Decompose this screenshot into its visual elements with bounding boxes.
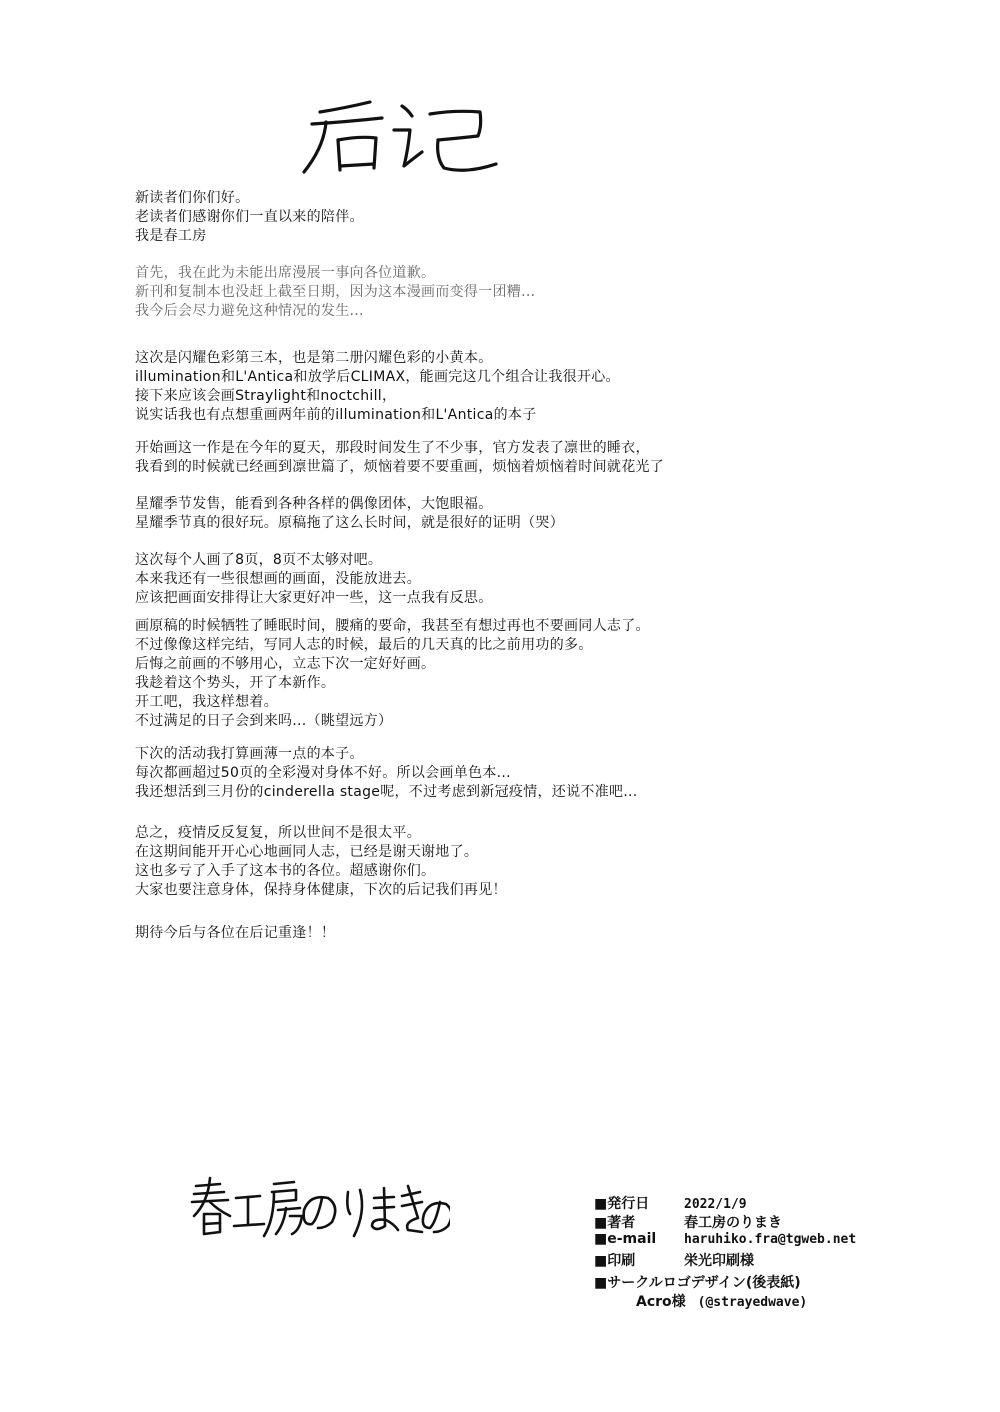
text-line: 在这期间能开开心心地画同人志，已经是谢天谢地了。 <box>135 844 479 860</box>
text-line: 画原稿的时候牺牲了睡眠时间，腰痛的要命，我甚至有想过再也不要画同人志了。 <box>135 618 650 634</box>
text-line: illumination和L'Antica和放学后CLIMAX，能画完这几个组合让我很开心。 <box>135 369 620 385</box>
text-line: 每次都画超过50页的全彩漫对身体不好。所以会画单色本... <box>135 765 511 781</box>
paragraph-drawing <box>135 617 895 731</box>
colophon-date-row <box>594 1193 894 1212</box>
handwritten-signature <box>190 1172 450 1252</box>
handwritten-title <box>290 92 510 182</box>
paragraph-closing <box>135 824 895 900</box>
signature-drawing <box>190 1172 450 1252</box>
date-label: ■発行日 <box>594 1196 650 1212</box>
colophon-email-row <box>594 1231 894 1250</box>
text-line: 新读者们你们好。 <box>135 190 250 206</box>
page-title <box>290 92 510 182</box>
text-line: 老读者们感谢你们一直以来的陪伴。 <box>135 209 364 225</box>
text-line: 说实话我也有点想重画两年前的illumination和L'Antica的本子 <box>135 407 537 423</box>
colophon-credit-row <box>594 1291 894 1310</box>
text-line: 星耀季节真的很好玩。原稿拖了这么长时间，就是很好的证明（哭） <box>135 515 564 531</box>
text-line: 大家也要注意身体，保持身体健康，下次的后记我们再见！ <box>135 882 507 898</box>
afterword-body <box>135 189 895 957</box>
text-line: 本来我还有一些很想画的画面，没能放进去。 <box>135 571 421 587</box>
email-label: ■e-mail <box>594 1231 657 1247</box>
text-line: 我是春工房 <box>135 228 207 244</box>
colophon <box>594 1193 894 1310</box>
paragraph-pages <box>135 551 895 608</box>
paragraph-farewell <box>135 924 895 943</box>
text-line: 这次是闪耀色彩第三本，也是第二册闪耀色彩的小黄本。 <box>135 350 493 366</box>
text-line: 下次的活动我打算画薄一点的本子。 <box>135 746 364 762</box>
paragraph-summer <box>135 439 895 477</box>
credit-name: Acro様 <box>636 1294 686 1310</box>
text-line: 后悔之前画的不够用心，立志下次一定好好画。 <box>135 656 436 672</box>
text-line: 开始画这一作是在今年的夏天，那段时间发生了不少事，官方发表了凛世的睡衣， <box>135 440 650 456</box>
text-line: 不过像像这样完结，写同人志的时候，最后的几天真的比之前用功的多。 <box>135 637 593 653</box>
author-value: 春工房のりまき <box>684 1215 782 1231</box>
text-line: 这次每个人画了8页，8页不太够对吧。 <box>135 552 383 568</box>
text-line: 星耀季节发售，能看到各种各样的偶像团体，大饱眼福。 <box>135 496 493 512</box>
paragraph-greeting <box>135 189 895 246</box>
date-value: 2022/1/9 <box>684 1197 747 1212</box>
paragraph-season <box>135 495 895 533</box>
text-line: 新刊和复制本也没赶上截至日期，因为这本漫画而变得一团糟... <box>135 284 536 300</box>
colophon-logo-row <box>594 1272 894 1291</box>
colophon-author-row <box>594 1212 894 1231</box>
credit-handle: (@strayedwave) <box>697 1295 808 1310</box>
text-line: 我还想活到三月份的cinderella stage呢，不过考虑到新冠疫情，还说不准吧... <box>135 784 638 800</box>
text-line: 我趁着这个势头，开了本新作。 <box>135 675 336 691</box>
text-line: 这也多亏了入手了这本书的各位。超感谢你们。 <box>135 863 436 879</box>
author-label: ■著者 <box>594 1215 636 1231</box>
email-value: haruhiko.fra@tgweb.net <box>684 1232 857 1247</box>
text-line: 首先，我在此为未能出席漫展一事向各位道歉。 <box>135 265 436 281</box>
paragraph-next-event <box>135 745 895 802</box>
print-label: ■印刷 <box>594 1253 636 1269</box>
paragraph-apology <box>135 264 895 321</box>
text-line: 接下来应该会画Straylight和noctchill， <box>135 388 397 404</box>
colophon-print-row <box>594 1250 894 1269</box>
text-line: 开工吧，我这样想着。 <box>135 694 278 710</box>
text-line: 不过满足的日子会到来吗...（眺望远方） <box>135 713 393 729</box>
logo-design-label: ■サークルロゴデザイン(後表紙) <box>594 1275 801 1291</box>
text-line: 总之，疫情反反复复，所以世间不是很太平。 <box>135 825 421 841</box>
text-line: 我今后会尽力避免这种情况的发生... <box>135 303 364 319</box>
text-line: 我看到的时候就已经画到凛世篇了，烦恼着要不要重画，烦恼着烦恼着时间就花光了 <box>135 459 665 475</box>
paragraph-series <box>135 349 895 425</box>
text-line: 应该把画面安排得让大家更好冲一些，这一点我有反思。 <box>135 590 493 606</box>
print-value: 栄光印刷様 <box>684 1253 754 1269</box>
text-line: 期待今后与各位在后记重逢！！ <box>135 925 336 941</box>
